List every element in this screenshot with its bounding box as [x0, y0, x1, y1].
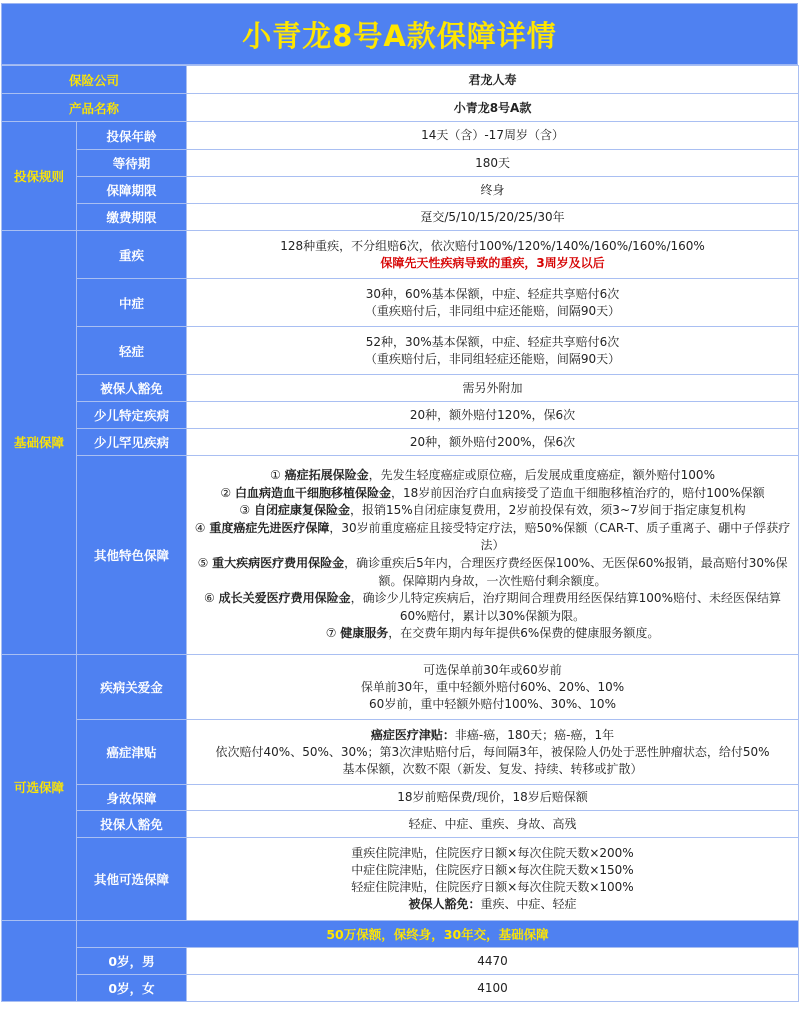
mild-value	[187, 327, 799, 375]
row-child-rare	[2, 429, 799, 456]
moderate-line-1: 30种，60%基本保额，中症、轻症共享赔付6次	[365, 286, 620, 301]
section-optional: 可选保障	[2, 655, 77, 921]
cancer-value	[187, 720, 799, 785]
critical-line-2: 保障先天性疾病导致的重疾，3周岁及以后	[380, 255, 605, 270]
row-product	[2, 94, 799, 122]
policyholder-value: 轻症、中症、重疾、身故、高残	[187, 811, 799, 838]
row-premium-banner	[2, 921, 799, 948]
other-optional-line-2: 中症住院津贴，住院医疗日额×每次住院天数×150%	[351, 863, 634, 877]
moderate-line-2: （重疾赔付后，非同组中症还能赔，间隔90天）	[364, 303, 621, 318]
wait-label: 等待期	[77, 150, 187, 177]
mild-line-2: （重疾赔付后，非同组轻症还能赔，间隔90天）	[364, 351, 621, 366]
other-optional-line-1: 重疾住院津贴，住院医疗日额×每次住院天数×200%	[351, 846, 634, 860]
row-wait	[2, 150, 799, 177]
cancer-line-3: 基本保额，次数不限（新发、复发、持续、转移或扩散）	[342, 761, 643, 776]
row-moderate	[2, 279, 799, 327]
feature-5	[193, 555, 792, 590]
other-optional-line-3: 轻症住院津贴，住院医疗日额×每次住院天数×100%	[351, 880, 634, 894]
row-premium-male	[2, 948, 799, 975]
row-death	[2, 785, 799, 811]
row-cancer	[2, 720, 799, 785]
feature-7-name: 健康服务	[340, 626, 389, 641]
coverage-sheet	[1, 3, 798, 1003]
page-title: 小青龙8号A款保障详情	[1, 3, 798, 65]
moderate-label: 中症	[77, 279, 187, 327]
care-line-2: 保单前30年，重中轻额外赔付60%、20%、10%	[360, 679, 625, 694]
premium-female-label: 0岁，女	[77, 975, 187, 1002]
other-optional-line-4-text: 重疾、中症、轻症	[480, 897, 577, 911]
feature-4-text: ，30岁前重度癌症且接受特定疗法，赔50%保额（CAR-T、质子重离子、硼中子俘获疗法）	[329, 520, 791, 553]
pay-label: 缴费期限	[77, 204, 187, 231]
row-term	[2, 177, 799, 204]
feature-3-name: 自闭症康复保险金	[253, 503, 350, 518]
critical-label: 重疾	[77, 231, 187, 279]
row-waiver	[2, 375, 799, 402]
care-line-1: 可选保单前30年或60岁前	[423, 662, 562, 677]
company-value: 君龙人寿	[187, 66, 799, 94]
row-care	[2, 655, 799, 720]
other-features-label: 其他特色保障	[77, 456, 187, 655]
care-line-3: 60岁前，重中轻额外赔付100%、30%、10%	[369, 696, 616, 711]
cancer-line-1-text: 非癌-癌，180天；癌-癌，1年	[454, 727, 615, 742]
age-value: 14天（含）-17周岁（含）	[187, 122, 799, 150]
feature-4	[193, 520, 792, 555]
feature-1-number: ①	[270, 468, 281, 483]
section-basic: 基础保障	[2, 231, 77, 655]
moderate-value	[187, 279, 799, 327]
pay-value: 趸交/5/10/15/20/25/30年	[187, 204, 799, 231]
premium-banner: 50万保额，保终身，30年交，基础保障	[77, 921, 799, 948]
cancer-line-1-title: 癌症医疗津贴：	[370, 727, 455, 742]
row-critical	[2, 231, 799, 279]
term-label: 保障期限	[77, 177, 187, 204]
mild-label: 轻症	[77, 327, 187, 375]
child-specific-value: 20种，额外赔付120%，保6次	[187, 402, 799, 429]
feature-6-name: 成长关爱医疗费用保险金	[218, 591, 351, 606]
row-age	[2, 122, 799, 150]
feature-6-number: ⑥	[204, 591, 215, 606]
care-value	[187, 655, 799, 720]
other-features-value	[187, 456, 799, 655]
cancer-line-1	[191, 727, 794, 744]
product-label: 产品名称	[2, 94, 187, 122]
premium-male-label: 0岁，男	[77, 948, 187, 975]
policyholder-label: 投保人豁免	[77, 811, 187, 838]
feature-2-name: 白血病造血干细胞移植保险金	[235, 485, 392, 500]
section-rules: 投保规则	[2, 122, 77, 231]
death-label: 身故保障	[77, 785, 187, 811]
death-value: 18岁前赔保费/现价，18岁后赔保额	[187, 785, 799, 811]
mild-line-1: 52种，30%基本保额，中症、轻症共享赔付6次	[365, 334, 620, 349]
wait-value: 180天	[187, 150, 799, 177]
other-optional-label: 其他可选保障	[77, 838, 187, 921]
feature-5-name: 重大疾病医疗费用保险金	[212, 556, 345, 570]
other-optional-value	[187, 838, 799, 921]
feature-1-name: 癌症拓展保险金	[284, 468, 369, 483]
feature-2	[193, 485, 792, 503]
feature-7	[193, 625, 792, 643]
feature-3	[193, 502, 792, 520]
feature-3-text: ，报销15%自闭症康复费用，2岁前投保有效，须3~7岁间于指定康复机构	[350, 503, 746, 518]
feature-6-text: ，确诊少儿特定疾病后，治疗期间合理费用经医保结算100%赔付、未经医保结算60%赔付，累计以30%保额为限。	[350, 591, 781, 623]
feature-7-number: ⑦	[325, 626, 337, 641]
feature-6	[193, 590, 792, 625]
term-value: 终身	[187, 177, 799, 204]
row-company	[2, 66, 799, 94]
feature-2-text: ，18岁前因治疗白血病接受了造血干细胞移植治疗的，赔付100%保额	[391, 485, 765, 500]
child-specific-label: 少儿特定疾病	[77, 402, 187, 429]
row-other-features	[2, 456, 799, 655]
row-mild	[2, 327, 799, 375]
feature-4-name: 重度癌症先进医疗保障	[209, 520, 330, 535]
other-optional-line-4-title: 被保人豁免：	[408, 897, 481, 911]
age-label: 投保年龄	[77, 122, 187, 150]
premium-section-blank	[2, 921, 77, 1002]
feature-1-text: ，先发生轻度癌症或原位癌，后发展成重度癌症，额外赔付100%	[368, 468, 715, 483]
child-rare-label: 少儿罕见疾病	[77, 429, 187, 456]
row-pay	[2, 204, 799, 231]
premium-female-value: 4100	[187, 975, 799, 1002]
cancer-line-2: 依次赔付40%、50%、30%；第3次津贴赔付后，每间隔3年，被保险人仍处于恶性肿瘤状态，给付50%	[215, 744, 770, 759]
waiver-value: 需另外附加	[187, 375, 799, 402]
company-label: 保险公司	[2, 66, 187, 94]
product-value: 小青龙8号A款	[187, 94, 799, 122]
critical-line-1: 128种重疾，不分组赔6次，依次赔付100%/120%/140%/160%/160%/160%	[280, 238, 705, 253]
feature-7-text: ，在交费年期内每年提供6%保费的健康服务额度。	[388, 626, 660, 641]
row-premium-female	[2, 975, 799, 1002]
feature-5-number: ⑤	[197, 556, 209, 570]
critical-value	[187, 231, 799, 279]
child-rare-value: 20种，额外赔付200%，保6次	[187, 429, 799, 456]
feature-2-number: ②	[220, 485, 232, 500]
cancer-label: 癌症津贴	[77, 720, 187, 785]
feature-4-number: ④	[194, 520, 206, 535]
row-other-optional	[2, 838, 799, 921]
feature-3-number: ③	[239, 503, 251, 518]
care-label: 疾病关爱金	[77, 655, 187, 720]
premium-male-value: 4470	[187, 948, 799, 975]
coverage-table	[1, 65, 799, 1002]
feature-1	[193, 467, 792, 485]
waiver-label: 被保人豁免	[77, 375, 187, 402]
feature-5-text: ，确诊重疾后5年内，合理医疗费经医保100%、无医保60%报销，最高赔付30%保额。保障期内身故，一次性赔付剩余额度。	[344, 556, 788, 588]
other-optional-line-4	[191, 896, 794, 913]
row-policyholder	[2, 811, 799, 838]
row-child-specific	[2, 402, 799, 429]
